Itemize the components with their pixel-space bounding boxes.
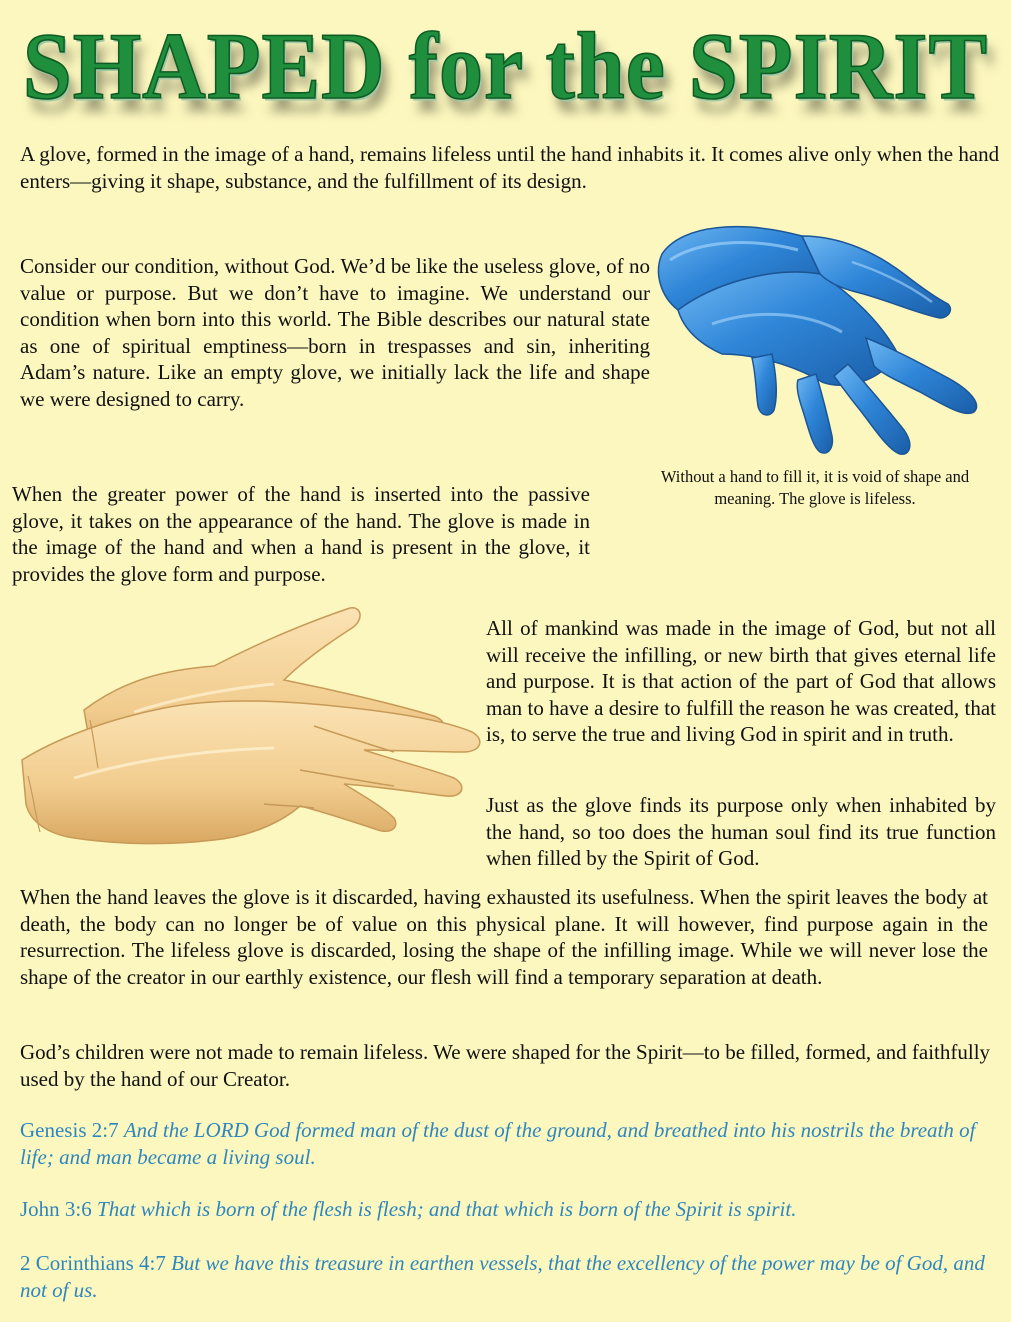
gloved-hands-image: [14, 600, 484, 862]
paragraph-greater-power: When the greater power of the hand is inserted into the passive glove, it takes on the appearance of the hand. The glove is made in the image of the hand and when a hand is present in the glove, it provides the glove form and purpose.: [12, 482, 590, 586]
paragraph-just-as: Just as the glove finds its purpose only when inhabited by the hand, so too does the human soul find its true function when filled by the Spirit of God.: [486, 793, 996, 870]
verse-reference: John 3:6: [20, 1197, 92, 1221]
verse-text: But we have this treasure in earthen vessels, that the excellency of the power may be of God, and not of us.: [20, 1251, 985, 1302]
blue-glove-image: [652, 214, 988, 462]
intro-paragraph: A glove, formed in the image of a hand, remains lifeless until the hand inhabits it. It comes alive only when the hand enters—giving it shape, substance, and the fulfillment of its design.: [20, 142, 1000, 193]
paragraph-mankind: All of mankind was made in the image of God, but not all will receive the infilling, or new birth that gives eternal life and purpose. It is that action of the part of God that allows man to have a desire to fulfill the reason he was created, that is, to serve the true and living God in spirit and in truth.: [486, 616, 996, 746]
verse-text: And the LORD God formed man of the dust of the ground, and breathed into his nostrils the breath of life; and man became a living soul.: [20, 1118, 976, 1169]
page-title: SHAPED for the SPIRIT: [22, 15, 989, 120]
verse-reference: 2 Corinthians 4:7: [20, 1251, 166, 1275]
paragraph-gods-children: God’s children were not made to remain lifeless. We were shaped for the Spirit—to be filled, formed, and faithfully used by the hand of our Creator.: [20, 1040, 991, 1091]
verse-text: That which is born of the flesh is flesh; and that which is born of the Spirit is spirit.: [97, 1197, 797, 1221]
paragraph-hand-leaves: When the hand leaves the glove is it discarded, having exhausted its usefulness. When the spirit leaves the body at death, the body can no longer be of value on this physical plane. It will however, find purpose again in the resurrection. The lifeless glove is discarded, losing the shape of the infilling image. While we will never lose the shape of the creator in our earthly existence, our flesh will find a temporary separation at death.: [20, 885, 988, 989]
verse-reference: Genesis 2:7: [20, 1118, 119, 1142]
verse-corinthians: [20, 1250, 995, 1303]
verse-genesis: [20, 1117, 995, 1170]
verse-john: [20, 1196, 995, 1223]
paragraph-condition: Consider our condition, without God. We’d be like the useless glove, of no value or purpose. But we don’t have to imagine. We understand our condition when born into this world. The Bible describes our natural state as one of spiritual emptiness—born in trespasses and sin, inheriting Adam’s nature. Like an empty glove, we initially lack the life and shape we were designed to carry.: [20, 254, 650, 411]
glove-caption: Without a hand to fill it, it is void of shape and meaning. The glove is lifeless.: [660, 467, 970, 508]
